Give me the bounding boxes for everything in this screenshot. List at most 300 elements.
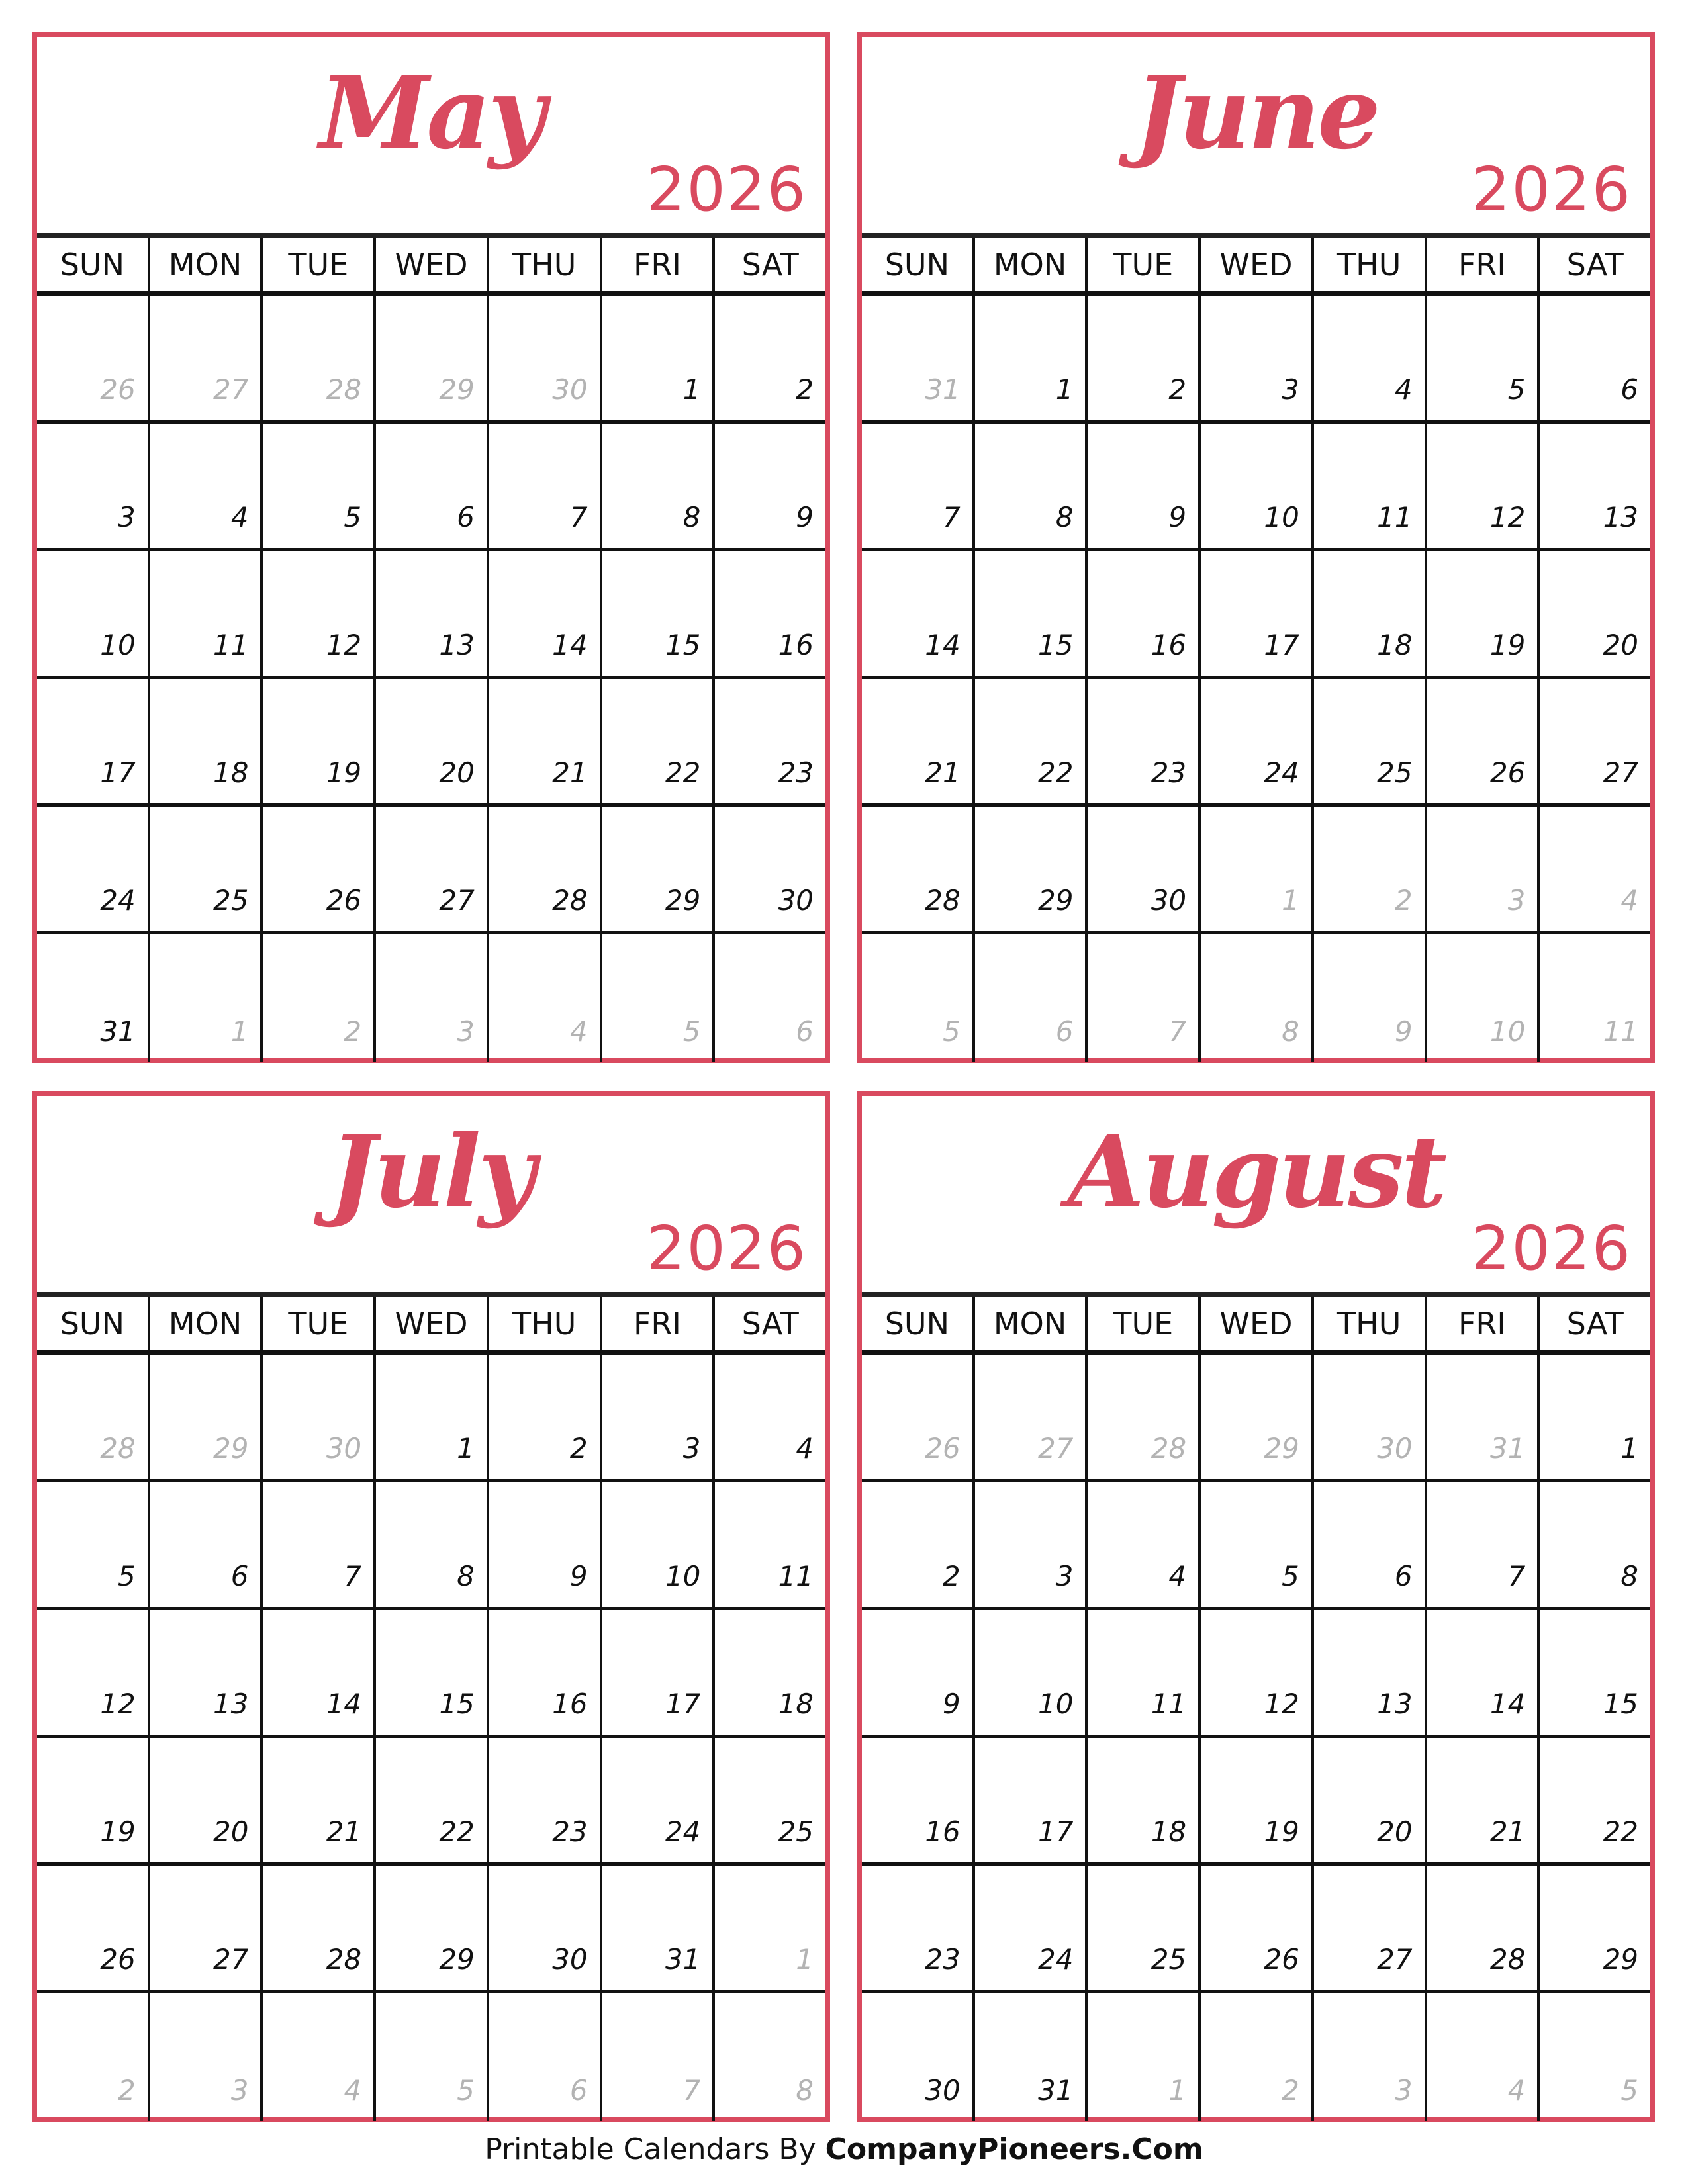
day-cell (373, 807, 487, 931)
day-number: 13 (439, 629, 475, 661)
day-cell (1537, 1610, 1650, 1735)
day-number: 1 (1055, 373, 1074, 406)
adjacent-month-day-cell (1537, 1993, 1650, 2121)
day-number: 10 (100, 629, 136, 661)
day-number: 26 (100, 373, 136, 406)
day-cell (1085, 679, 1198, 803)
week-row (862, 424, 1650, 551)
day-cell (862, 807, 972, 931)
day-cell (260, 1738, 373, 1862)
day-number: 10 (1489, 1015, 1526, 1048)
day-number: 18 (778, 1688, 814, 1720)
adjacent-month-day-cell (148, 296, 261, 420)
day-cell (600, 424, 713, 548)
day-number: 21 (326, 1815, 362, 1848)
day-number: 3 (457, 1015, 475, 1048)
adjacent-month-day-cell (1537, 934, 1650, 1062)
day-cell (600, 679, 713, 803)
day-number: 2 (1168, 373, 1187, 406)
day-cell (712, 1355, 825, 1479)
day-number: 17 (100, 756, 136, 789)
day-number: 16 (778, 629, 814, 661)
day-number: 14 (1489, 1688, 1526, 1720)
day-number: 3 (1055, 1560, 1074, 1592)
day-number: 1 (457, 1432, 475, 1465)
weekday-sat: SAT (1537, 238, 1650, 291)
week-row (37, 424, 825, 551)
day-cell (972, 1993, 1086, 2121)
week-row (37, 1482, 825, 1610)
day-number: 28 (925, 884, 961, 917)
day-cell (373, 1866, 487, 1990)
day-cell (373, 1482, 487, 1607)
adjacent-month-day-cell (1425, 807, 1538, 931)
day-cell (712, 551, 825, 676)
day-number: 30 (326, 1432, 362, 1465)
day-number: 23 (1150, 756, 1187, 789)
weekday-sun: SUN (884, 1305, 949, 1342)
day-cell (487, 679, 600, 803)
day-number: 9 (569, 1560, 588, 1592)
day-number: 14 (552, 629, 588, 661)
day-number: 24 (1037, 1943, 1074, 1976)
weekday-header-row (862, 233, 1650, 296)
day-number: 14 (326, 1688, 362, 1720)
day-number: 25 (1377, 756, 1413, 789)
day-cell (487, 1482, 600, 1607)
adjacent-month-day-cell (1085, 1355, 1198, 1479)
adjacent-month-day-cell (1537, 807, 1650, 931)
day-number: 7 (682, 2074, 701, 2107)
week-row (37, 1866, 825, 1993)
month-title: August (1067, 1114, 1445, 1230)
adjacent-month-day-cell (148, 1355, 261, 1479)
day-cell (37, 934, 148, 1062)
day-cell (148, 1738, 261, 1862)
week-row (862, 1738, 1650, 1866)
day-cell (1085, 551, 1198, 676)
adjacent-month-day-cell (1085, 1993, 1198, 2121)
weekday-sat: SAT (712, 238, 825, 291)
adjacent-month-day-cell (148, 1993, 261, 2121)
day-cell (1311, 424, 1425, 548)
weekday-wed: WED (1198, 238, 1311, 291)
calendar-grid (862, 233, 1650, 1062)
day-number: 11 (1603, 1015, 1639, 1048)
day-number: 30 (552, 1943, 588, 1976)
week-row (862, 1355, 1650, 1482)
day-number: 2 (344, 1015, 362, 1048)
day-number: 30 (552, 373, 588, 406)
day-cell (1085, 1610, 1198, 1735)
day-number: 6 (457, 501, 475, 533)
day-number: 5 (1507, 373, 1526, 406)
day-cell (1198, 296, 1311, 420)
day-cell (1085, 1482, 1198, 1607)
day-cell (712, 679, 825, 803)
month-title: June (1134, 55, 1378, 171)
adjacent-month-day-cell (1198, 1355, 1311, 1479)
day-cell (862, 1738, 972, 1862)
day-cell (148, 1482, 261, 1607)
day-cell (260, 551, 373, 676)
week-row (37, 296, 825, 424)
week-row (862, 679, 1650, 807)
adjacent-month-day-cell (862, 1355, 972, 1479)
day-number: 8 (1620, 1560, 1639, 1592)
week-row (37, 934, 825, 1062)
day-number: 11 (1377, 501, 1413, 533)
day-cell (37, 424, 148, 548)
day-cell (260, 807, 373, 931)
weekday-wed: WED (373, 1297, 487, 1350)
day-cell (487, 1610, 600, 1735)
day-cell (712, 807, 825, 931)
adjacent-month-day-cell (712, 1993, 825, 2121)
day-number: 16 (925, 1815, 961, 1848)
day-cell (373, 1355, 487, 1479)
day-number: 21 (925, 756, 961, 789)
day-cell (972, 1866, 1086, 1990)
day-cell (862, 1610, 972, 1735)
day-number: 6 (796, 1015, 814, 1048)
weekday-header-row (862, 1292, 1650, 1355)
day-cell (862, 1993, 972, 2121)
day-number: 10 (1264, 501, 1299, 533)
adjacent-month-day-cell (37, 1355, 148, 1479)
day-number: 22 (665, 756, 701, 789)
day-cell (1311, 1738, 1425, 1862)
adjacent-month-day-cell (1085, 934, 1198, 1062)
week-row (37, 551, 825, 679)
day-number: 11 (212, 629, 249, 661)
day-number: 30 (1150, 884, 1187, 917)
adjacent-month-day-cell (487, 296, 600, 420)
weekday-sat: SAT (712, 1297, 825, 1350)
day-cell (972, 1738, 1086, 1862)
day-cell (37, 807, 148, 931)
day-number: 15 (665, 629, 701, 661)
month-header (37, 37, 825, 233)
day-number: 4 (1394, 373, 1413, 406)
day-number: 6 (1055, 1015, 1074, 1048)
month-title: May (319, 55, 543, 171)
day-cell (972, 296, 1086, 420)
day-cell (373, 679, 487, 803)
day-number: 7 (942, 501, 961, 533)
day-cell (1537, 1866, 1650, 1990)
day-number: 25 (212, 884, 249, 917)
adjacent-month-day-cell (862, 934, 972, 1062)
calendar-grid (862, 1292, 1650, 2121)
week-row (37, 807, 825, 934)
day-cell (1198, 424, 1311, 548)
day-number: 7 (1507, 1560, 1526, 1592)
adjacent-month-day-cell (260, 1993, 373, 2121)
day-number: 4 (230, 501, 249, 533)
adjacent-month-day-cell (487, 934, 600, 1062)
day-number: 26 (925, 1432, 961, 1465)
footer-prefix: Printable Calendars By (485, 2132, 825, 2166)
adjacent-month-day-cell (1425, 1355, 1538, 1479)
adjacent-month-day-cell (600, 1993, 713, 2121)
day-number: 10 (665, 1560, 701, 1592)
adjacent-month-day-cell (260, 934, 373, 1062)
week-row (862, 296, 1650, 424)
day-number: 6 (230, 1560, 249, 1592)
day-number: 29 (439, 1943, 475, 1976)
day-number: 5 (682, 1015, 701, 1048)
adjacent-month-day-cell (373, 296, 487, 420)
adjacent-month-day-cell (1311, 934, 1425, 1062)
day-number: 15 (1603, 1688, 1639, 1720)
day-number: 17 (665, 1688, 701, 1720)
day-number: 20 (439, 756, 475, 789)
day-number: 18 (1377, 629, 1413, 661)
day-cell (1425, 424, 1538, 548)
day-cell (600, 1355, 713, 1479)
day-number: 24 (1264, 756, 1299, 789)
day-cell (1425, 1482, 1538, 1607)
day-number: 1 (230, 1015, 249, 1048)
day-number: 27 (212, 373, 249, 406)
day-number: 8 (1055, 501, 1074, 533)
weekday-sun: SUN (60, 1305, 124, 1342)
day-cell (373, 424, 487, 548)
day-number: 23 (778, 756, 814, 789)
weekday-mon: MON (148, 238, 261, 291)
day-number: 21 (552, 756, 588, 789)
day-number: 27 (1603, 756, 1639, 789)
day-number: 6 (1394, 1560, 1413, 1592)
day-cell (1085, 296, 1198, 420)
month-calendar-july (32, 1091, 830, 2122)
day-number: 27 (1037, 1432, 1074, 1465)
day-number: 2 (796, 373, 814, 406)
adjacent-month-day-cell (1198, 1993, 1311, 2121)
day-number: 27 (212, 1943, 249, 1976)
week-row (37, 1355, 825, 1482)
day-number: 7 (344, 1560, 362, 1592)
day-cell (1085, 1738, 1198, 1862)
adjacent-month-day-cell (972, 934, 1086, 1062)
adjacent-month-day-cell (260, 296, 373, 420)
day-cell (487, 1355, 600, 1479)
day-number: 24 (665, 1815, 701, 1848)
day-number: 19 (1489, 629, 1526, 661)
day-number: 29 (1603, 1943, 1639, 1976)
day-number: 16 (1150, 629, 1187, 661)
weekday-tue: TUE (1085, 238, 1198, 291)
month-header (862, 37, 1650, 233)
week-row (862, 1993, 1650, 2121)
day-number: 3 (1394, 2074, 1413, 2107)
day-number: 10 (1037, 1688, 1074, 1720)
adjacent-month-day-cell (1425, 934, 1538, 1062)
day-number: 23 (552, 1815, 588, 1848)
day-number: 9 (1168, 501, 1187, 533)
day-number: 12 (1264, 1688, 1299, 1720)
day-number: 1 (682, 373, 701, 406)
day-number: 21 (1489, 1815, 1526, 1848)
day-number: 4 (1620, 884, 1639, 917)
day-cell (600, 551, 713, 676)
weekday-fri: FRI (600, 1297, 713, 1350)
day-cell (1085, 807, 1198, 931)
day-cell (972, 807, 1086, 931)
day-cell (487, 1866, 600, 1990)
day-number: 28 (552, 884, 588, 917)
day-number: 5 (1282, 1560, 1299, 1592)
day-number: 28 (1489, 1943, 1526, 1976)
day-number: 5 (344, 501, 362, 533)
day-number: 31 (665, 1943, 701, 1976)
day-number: 8 (457, 1560, 475, 1592)
day-cell (487, 807, 600, 931)
adjacent-month-day-cell (712, 934, 825, 1062)
day-number: 4 (569, 1015, 588, 1048)
day-cell (1425, 296, 1538, 420)
year-label: 2026 (1471, 1213, 1632, 1284)
day-cell (1311, 679, 1425, 803)
adjacent-month-day-cell (600, 934, 713, 1062)
adjacent-month-day-cell (260, 1355, 373, 1479)
day-cell (260, 1610, 373, 1735)
adjacent-month-day-cell (1425, 1993, 1538, 2121)
day-number: 29 (439, 373, 475, 406)
week-row (37, 1610, 825, 1738)
calendar-grid (37, 233, 825, 1062)
day-cell (148, 807, 261, 931)
day-cell (1311, 1610, 1425, 1735)
day-number: 28 (100, 1432, 136, 1465)
day-cell (37, 551, 148, 676)
day-cell (1425, 1738, 1538, 1862)
day-cell (600, 807, 713, 931)
day-cell (37, 679, 148, 803)
day-number: 5 (1620, 2074, 1639, 2107)
day-number: 3 (1282, 373, 1299, 406)
week-row (862, 1866, 1650, 1993)
weekday-thu: THU (487, 238, 600, 291)
week-row (37, 1993, 825, 2121)
day-number: 26 (326, 884, 362, 917)
day-number: 22 (1037, 756, 1074, 789)
day-number: 8 (682, 501, 701, 533)
day-number: 30 (925, 2074, 961, 2107)
weekday-thu: THU (487, 1297, 600, 1350)
day-cell (862, 1866, 972, 1990)
day-number: 1 (796, 1943, 814, 1976)
adjacent-month-day-cell (148, 934, 261, 1062)
day-cell (1198, 551, 1311, 676)
adjacent-month-day-cell (37, 296, 148, 420)
day-cell (260, 424, 373, 548)
day-number: 2 (1282, 2074, 1299, 2107)
adjacent-month-day-cell (373, 934, 487, 1062)
day-number: 19 (100, 1815, 136, 1848)
footer-brand: CompanyPioneers.Com (825, 2132, 1203, 2166)
day-cell (862, 679, 972, 803)
day-number: 20 (212, 1815, 249, 1848)
day-number: 8 (796, 2074, 814, 2107)
day-number: 5 (942, 1015, 961, 1048)
adjacent-month-day-cell (1311, 807, 1425, 931)
day-number: 6 (1620, 373, 1639, 406)
day-number: 8 (1282, 1015, 1299, 1048)
day-number: 12 (326, 629, 362, 661)
week-row (862, 1610, 1650, 1738)
day-number: 17 (1037, 1815, 1074, 1848)
day-cell (1425, 1866, 1538, 1990)
weekday-fri: FRI (600, 238, 713, 291)
day-number: 4 (1507, 2074, 1526, 2107)
weekday-mon: MON (972, 1297, 1086, 1350)
day-cell (600, 1610, 713, 1735)
day-number: 13 (1603, 501, 1639, 533)
day-number: 3 (682, 1432, 701, 1465)
day-cell (1537, 424, 1650, 548)
day-number: 29 (212, 1432, 249, 1465)
day-number: 27 (439, 884, 475, 917)
day-number: 5 (457, 2074, 475, 2107)
day-cell (37, 1482, 148, 1607)
adjacent-month-day-cell (1198, 934, 1311, 1062)
day-cell (972, 424, 1086, 548)
day-number: 31 (100, 1015, 136, 1048)
adjacent-month-day-cell (487, 1993, 600, 2121)
weekday-header-row (37, 233, 825, 296)
day-cell (600, 296, 713, 420)
day-cell (1198, 1482, 1311, 1607)
day-number: 19 (1264, 1815, 1299, 1848)
day-cell (1198, 1610, 1311, 1735)
week-row (37, 1738, 825, 1866)
weekday-wed: WED (373, 238, 487, 291)
day-number: 22 (439, 1815, 475, 1848)
day-cell (600, 1482, 713, 1607)
month-header (37, 1096, 825, 1292)
day-cell (373, 1610, 487, 1735)
day-number: 1 (1168, 2074, 1187, 2107)
day-number: 18 (212, 756, 249, 789)
day-cell (600, 1866, 713, 1990)
day-cell (1198, 1738, 1311, 1862)
week-row (862, 934, 1650, 1062)
day-cell (37, 1866, 148, 1990)
month-calendar-june (857, 32, 1655, 1063)
adjacent-month-day-cell (37, 1993, 148, 2121)
day-cell (37, 1738, 148, 1862)
day-number: 22 (1603, 1815, 1639, 1848)
day-number: 30 (1377, 1432, 1413, 1465)
week-row (37, 679, 825, 807)
day-cell (712, 296, 825, 420)
day-number: 2 (117, 2074, 136, 2107)
day-cell (1425, 1610, 1538, 1735)
day-cell (1537, 551, 1650, 676)
day-number: 28 (326, 373, 362, 406)
day-number: 23 (925, 1943, 961, 1976)
day-cell (1085, 1866, 1198, 1990)
day-number: 14 (925, 629, 961, 661)
day-cell (487, 1738, 600, 1862)
day-number: 31 (1489, 1432, 1526, 1465)
day-number: 13 (212, 1688, 249, 1720)
day-cell (148, 1610, 261, 1735)
weekday-thu: THU (1311, 1297, 1425, 1350)
day-number: 11 (778, 1560, 814, 1592)
